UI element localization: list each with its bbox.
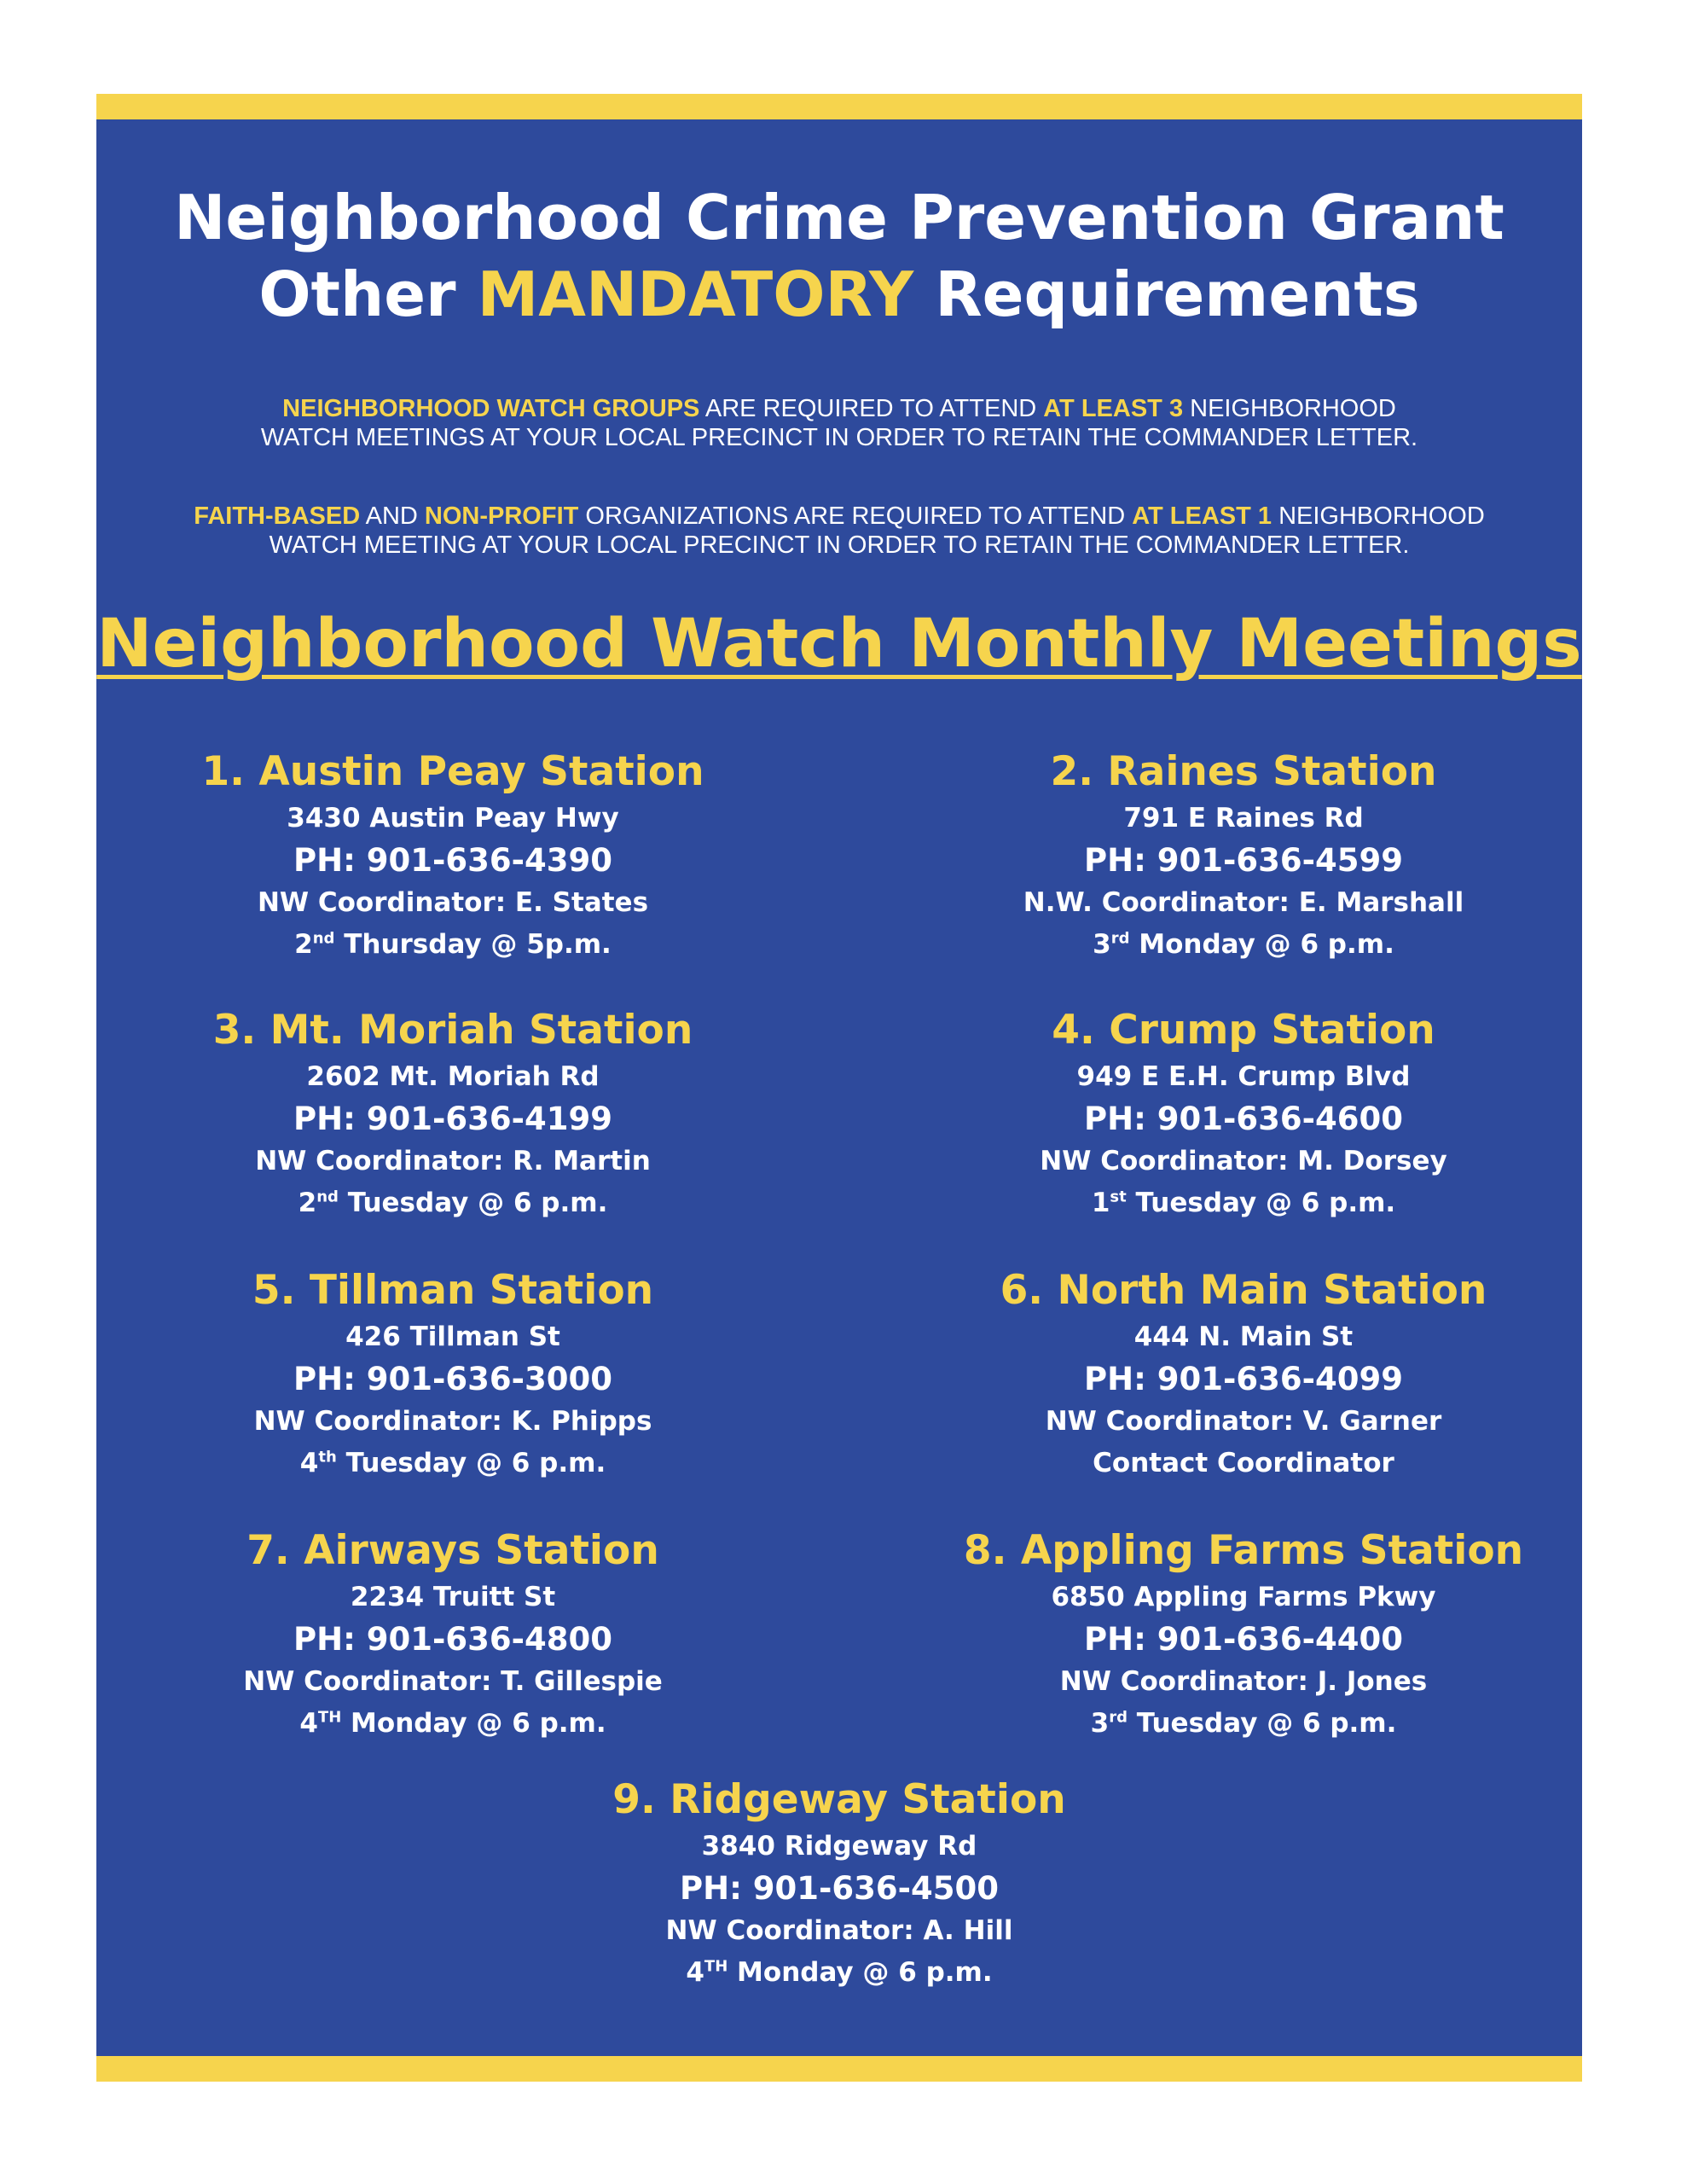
station-schedule (919, 924, 1568, 966)
station-name: 4. Crump Station (1052, 1007, 1435, 1054)
title-line-2-pre: Other (258, 258, 456, 330)
requirement-nw-groups (96, 394, 1582, 452)
schedule-ordinal: 4 (686, 1957, 704, 1988)
station-mt-moriah (129, 1005, 777, 1224)
station-appling-farms (919, 1525, 1568, 1745)
schedule-ordinal: 2 (298, 1188, 317, 1218)
station-address: 444 N. Main St (1133, 1321, 1354, 1352)
schedule-ordinal: 4 (299, 1448, 319, 1478)
station-coordinator: NW Coordinator: T. Gillespie (243, 1666, 663, 1697)
station-coordinator: NW Coordinator: J. Jones (1059, 1666, 1428, 1697)
station-phone: PH: 901-636-4400 (1084, 1621, 1403, 1658)
station-schedule (129, 1703, 777, 1745)
title-line-1: Neighborhood Crime Prevention Grant (174, 182, 1504, 253)
schedule-text: Thursday @ 5p.m. (334, 929, 612, 960)
station-phone: PH: 901-636-4199 (293, 1101, 612, 1137)
flyer (96, 94, 1582, 2082)
top-accent-bar (96, 94, 1582, 119)
requirement-nw-groups-line2: WATCH MEETINGS AT YOUR LOCAL PRECINCT IN ORDER TO RETAIN THE COMMANDER LETTER. (260, 424, 1418, 451)
station-coordinator: N.W. Coordinator: E. Marshall (1023, 887, 1464, 918)
schedule-text: Monday @ 6 p.m. (1129, 929, 1394, 960)
schedule-text: Monday @ 6 p.m. (341, 1708, 606, 1739)
title-mandatory: MANDATORY (477, 258, 914, 330)
station-address: 2234 Truitt St (350, 1582, 556, 1612)
req-text: NEIGHBORHOOD (1183, 395, 1396, 422)
req-text: ARE REQUIRED TO ATTEND (699, 395, 1044, 422)
station-crump (919, 1005, 1568, 1224)
title-line-2 (96, 256, 1582, 333)
station-phone: PH: 901-636-4390 (293, 842, 612, 879)
schedule-ordinal-suffix: rd (1109, 1708, 1128, 1727)
station-schedule (919, 1182, 1568, 1224)
schedule-text: Tuesday @ 6 p.m. (338, 1188, 608, 1218)
station-schedule (129, 924, 777, 966)
station-phone: PH: 901-636-4099 (1084, 1361, 1403, 1397)
station-address: 6850 Appling Farms Pkwy (1051, 1582, 1436, 1612)
schedule-ordinal-suffix: rd (1110, 929, 1130, 948)
req-text: ORGANIZATIONS ARE REQUIRED TO ATTEND (578, 502, 1133, 530)
schedule-ordinal: 1 (1091, 1188, 1110, 1218)
station-phone: PH: 901-636-3000 (293, 1361, 612, 1397)
station-address: 3430 Austin Peay Hwy (287, 803, 619, 834)
station-coordinator: NW Coordinator: V. Garner (1045, 1406, 1442, 1437)
schedule-text: Monday @ 6 p.m. (728, 1957, 993, 1988)
station-address: 949 E E.H. Crump Blvd (1076, 1061, 1411, 1092)
req-hl-non-profit: NON-PROFIT (424, 502, 579, 530)
req-hl-at-least-3: AT LEAST 3 (1043, 395, 1184, 422)
station-coordinator: NW Coordinator: E. States (257, 887, 649, 918)
requirement-faith-nonprofit (96, 502, 1582, 560)
station-phone: PH: 901-636-4500 (680, 1870, 999, 1907)
station-coordinator: NW Coordinator: K. Phipps (253, 1406, 652, 1437)
schedule-text: Tuesday @ 6 p.m. (1127, 1708, 1397, 1739)
req-hl-faith-based: FAITH-BASED (194, 502, 361, 530)
schedule-text: Tuesday @ 6 p.m. (336, 1448, 606, 1478)
station-address: 426 Tillman St (345, 1321, 560, 1352)
schedule-text: Tuesday @ 6 p.m. (1126, 1188, 1396, 1218)
schedule-ordinal: 2 (294, 929, 313, 960)
station-phone: PH: 901-636-4800 (293, 1621, 612, 1658)
req-hl-nw-groups: NEIGHBORHOOD WATCH GROUPS (282, 395, 700, 422)
station-coordinator: NW Coordinator: A. Hill (665, 1915, 1013, 1946)
station-name: 7. Airways Station (246, 1527, 659, 1574)
station-austin-peay (129, 746, 777, 966)
station-name: 9. Ridgeway Station (612, 1776, 1066, 1823)
station-schedule (515, 1952, 1163, 1994)
station-schedule: Contact Coordinator (1093, 1448, 1394, 1478)
station-airways (129, 1525, 777, 1745)
schedule-ordinal: 4 (299, 1708, 318, 1739)
station-phone: PH: 901-636-4599 (1084, 842, 1403, 879)
schedule-ordinal-suffix: nd (316, 1188, 339, 1206)
requirement-faith-line1 (96, 502, 1582, 531)
req-hl-at-least-1: AT LEAST 1 (1132, 502, 1272, 530)
schedule-ordinal: 3 (1093, 929, 1111, 960)
station-address: 2602 Mt. Moriah Rd (306, 1061, 600, 1092)
station-tillman (129, 1265, 777, 1484)
schedule-ordinal-suffix: nd (312, 929, 335, 948)
station-coordinator: NW Coordinator: M. Dorsey (1040, 1146, 1447, 1176)
station-name: 8. Appling Farms Station (963, 1527, 1524, 1574)
title-block (96, 179, 1582, 333)
schedule-ordinal-suffix: th (318, 1448, 337, 1467)
schedule-ordinal-suffix: st (1110, 1188, 1127, 1206)
station-phone: PH: 901-636-4600 (1084, 1101, 1403, 1137)
station-raines (919, 746, 1568, 966)
station-ridgeway (515, 1774, 1163, 1994)
schedule-ordinal: 3 (1090, 1708, 1110, 1739)
station-schedule (129, 1443, 777, 1484)
station-address: 791 E Raines Rd (1123, 803, 1364, 834)
station-name: 1. Austin Peay Station (201, 748, 704, 795)
station-coordinator: NW Coordinator: R. Martin (255, 1146, 651, 1176)
requirement-nw-groups-line1 (96, 394, 1582, 423)
title-line-2-post: Requirements (935, 258, 1420, 330)
station-name: 5. Tillman Station (252, 1267, 654, 1314)
station-north-main (919, 1265, 1568, 1484)
station-name: 3. Mt. Moriah Station (212, 1007, 693, 1054)
requirement-faith-line2: WATCH MEETING AT YOUR LOCAL PRECINCT IN ORDER TO RETAIN THE COMMANDER LETTER. (269, 531, 1410, 559)
station-schedule (129, 1182, 777, 1224)
req-text: AND (360, 502, 425, 530)
station-schedule (919, 1703, 1568, 1745)
station-name: 6. North Main Station (1000, 1267, 1487, 1314)
station-address: 3840 Ridgeway Rd (701, 1831, 977, 1862)
schedule-ordinal-suffix: TH (317, 1708, 342, 1727)
schedule-ordinal-suffix: TH (704, 1957, 728, 1976)
meetings-heading: Neighborhood Watch Monthly Meetings (96, 606, 1582, 682)
req-text: NEIGHBORHOOD (1272, 502, 1485, 530)
bottom-accent-bar (96, 2056, 1582, 2082)
station-name: 2. Raines Station (1050, 748, 1437, 795)
